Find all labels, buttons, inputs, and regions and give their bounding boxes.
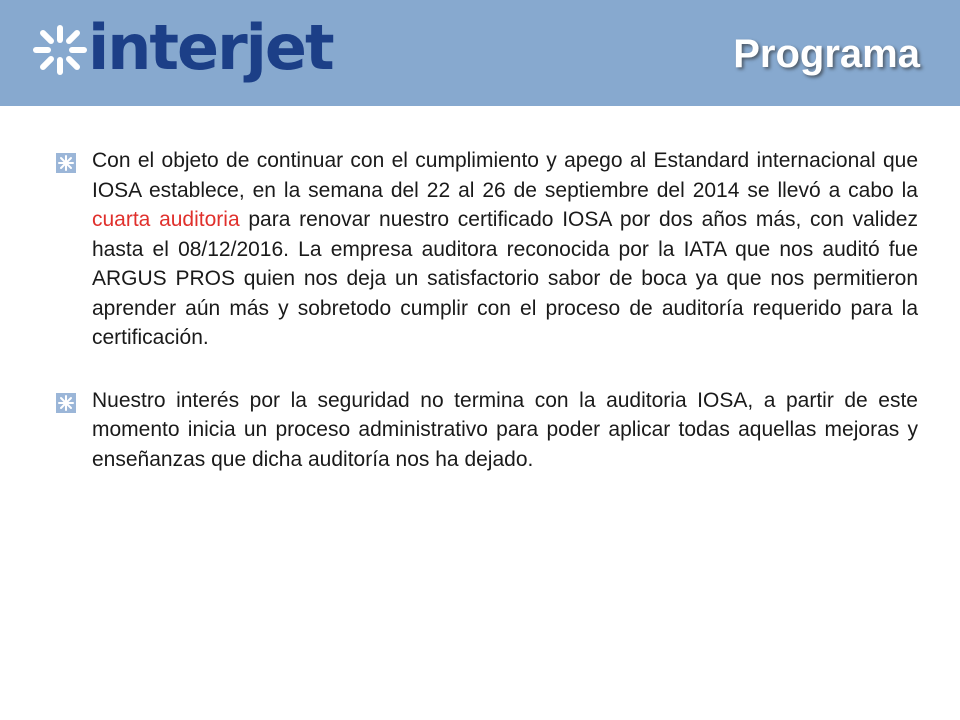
bullet-text [92, 146, 918, 353]
highlighted-text: cuarta auditoria [92, 208, 240, 231]
logo-wordmark: interjet [88, 11, 333, 84]
bullet-text-part: Con el objeto de continuar con el cumplimiento y apego al Estandard internacional que IOSA establece, en la semana del 22 al 26 de septiembre del 2014 se llevó a cabo la [92, 149, 918, 202]
page-title: Programa [733, 32, 920, 76]
asterisk-logo-icon [30, 22, 90, 78]
asterisk-bullet-icon [56, 153, 76, 173]
content-area [56, 146, 918, 507]
header-bar [0, 0, 960, 106]
bullet-text: Nuestro interés por la seguridad no termina con la auditoria IOSA, a partir de este momento inicia un proceso administrativo para poder aplicar todas aquellas mejoras y enseñanzas que dicha auditoría nos ha dejado. [92, 388, 918, 471]
interjet-logo [30, 11, 333, 84]
bullet-item [56, 146, 918, 353]
asterisk-bullet-icon [56, 393, 76, 413]
bullet-item [56, 386, 918, 475]
bullet-text-part: para renovar nuestro certificado IOSA por dos años más, con validez hasta el 08/12/2016. La empresa auditora reconocida por la IATA que nos auditó fue ARGUS PROS quien nos deja un satisfactorio sabor de boca ya que nos permitieron aprender aún más y sobretodo cumplir con el proceso de auditoría requerido para la certificación. [92, 208, 918, 349]
